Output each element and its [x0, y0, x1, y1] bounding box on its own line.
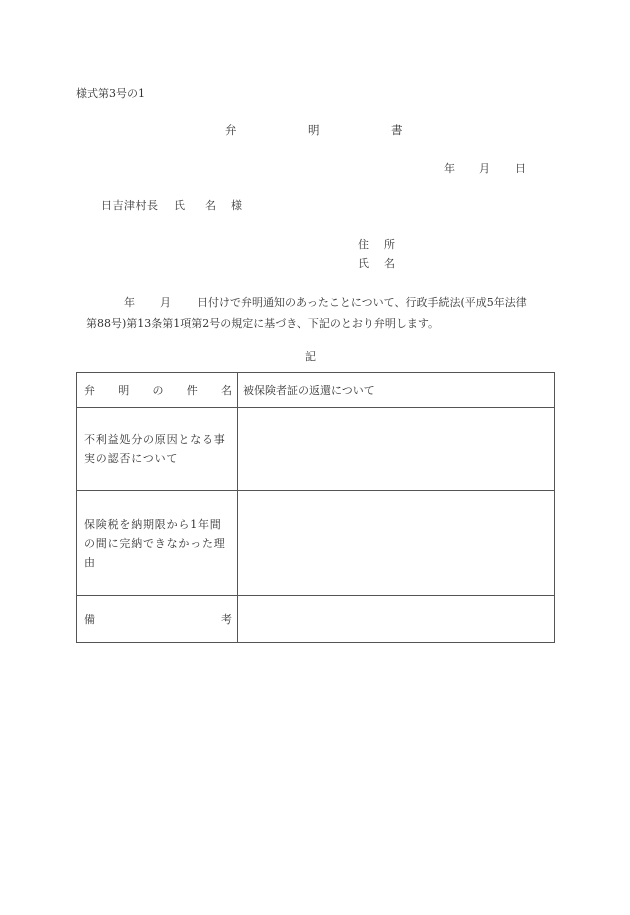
label-char: 備 — [84, 612, 95, 626]
title-char: 弁 — [225, 123, 237, 137]
label-char: 名 — [221, 383, 232, 397]
title-char: 書 — [391, 123, 403, 137]
form-number: 様式第3号の1 — [76, 87, 145, 100]
explanation-table — [76, 372, 555, 643]
label-char: 氏 — [358, 257, 369, 270]
label-char: の — [152, 383, 164, 397]
body-line-1-text: 日付けで弁明通知のあったことについて、行政手続法(平成5年法律 — [197, 296, 527, 309]
table-row — [77, 491, 555, 596]
date-year-label: 年 — [444, 162, 455, 175]
label-char: 名 — [384, 257, 395, 270]
body-month-label: 月 — [160, 296, 171, 309]
body-year-label: 年 — [124, 296, 135, 309]
row-label-remarks — [84, 610, 232, 629]
label-char: 明 — [118, 383, 130, 397]
table-label-cell — [77, 373, 238, 408]
label-char: 所 — [384, 238, 395, 251]
remarks-value-field[interactable] — [238, 596, 555, 643]
table-row — [77, 596, 555, 643]
ki-heading: 記 — [305, 350, 316, 363]
addressee-office: 日吉津村長 — [101, 199, 159, 212]
date-line — [444, 160, 534, 176]
payment-reason-value-field[interactable] — [238, 491, 555, 596]
addressee-name-label-2: 名 — [205, 199, 216, 212]
document-title — [225, 122, 405, 138]
body-paragraph — [86, 292, 560, 330]
row-label-subject — [84, 381, 232, 400]
body-line-1 — [86, 292, 560, 313]
table-row — [77, 373, 555, 408]
row-label-fact-admission: 不利益処分の原因となる事実の認否について — [77, 408, 238, 491]
addressee-honorific: 様 — [231, 199, 242, 212]
subject-value-field[interactable]: 被保険者証の返還について — [238, 373, 555, 408]
date-month-label: 月 — [479, 162, 490, 175]
label-char: 考 — [221, 612, 232, 626]
date-day-label: 日 — [515, 162, 526, 175]
label-char: 弁 — [84, 383, 95, 397]
label-char: 件 — [186, 383, 198, 397]
row-label-payment-reason: 保険税を納期限から1年間の間に完納できなかった理由 — [77, 491, 238, 596]
table-row — [77, 408, 555, 491]
title-char: 明 — [308, 123, 320, 137]
fact-admission-value-field[interactable] — [238, 408, 555, 491]
label-char: 住 — [358, 238, 369, 251]
body-line-2: 第88号)第13条第1項第2号の規定に基づき、下記のとおり弁明します。 — [86, 317, 439, 330]
table-label-cell — [77, 596, 238, 643]
addressee-name-label-1: 氏 — [174, 199, 185, 212]
